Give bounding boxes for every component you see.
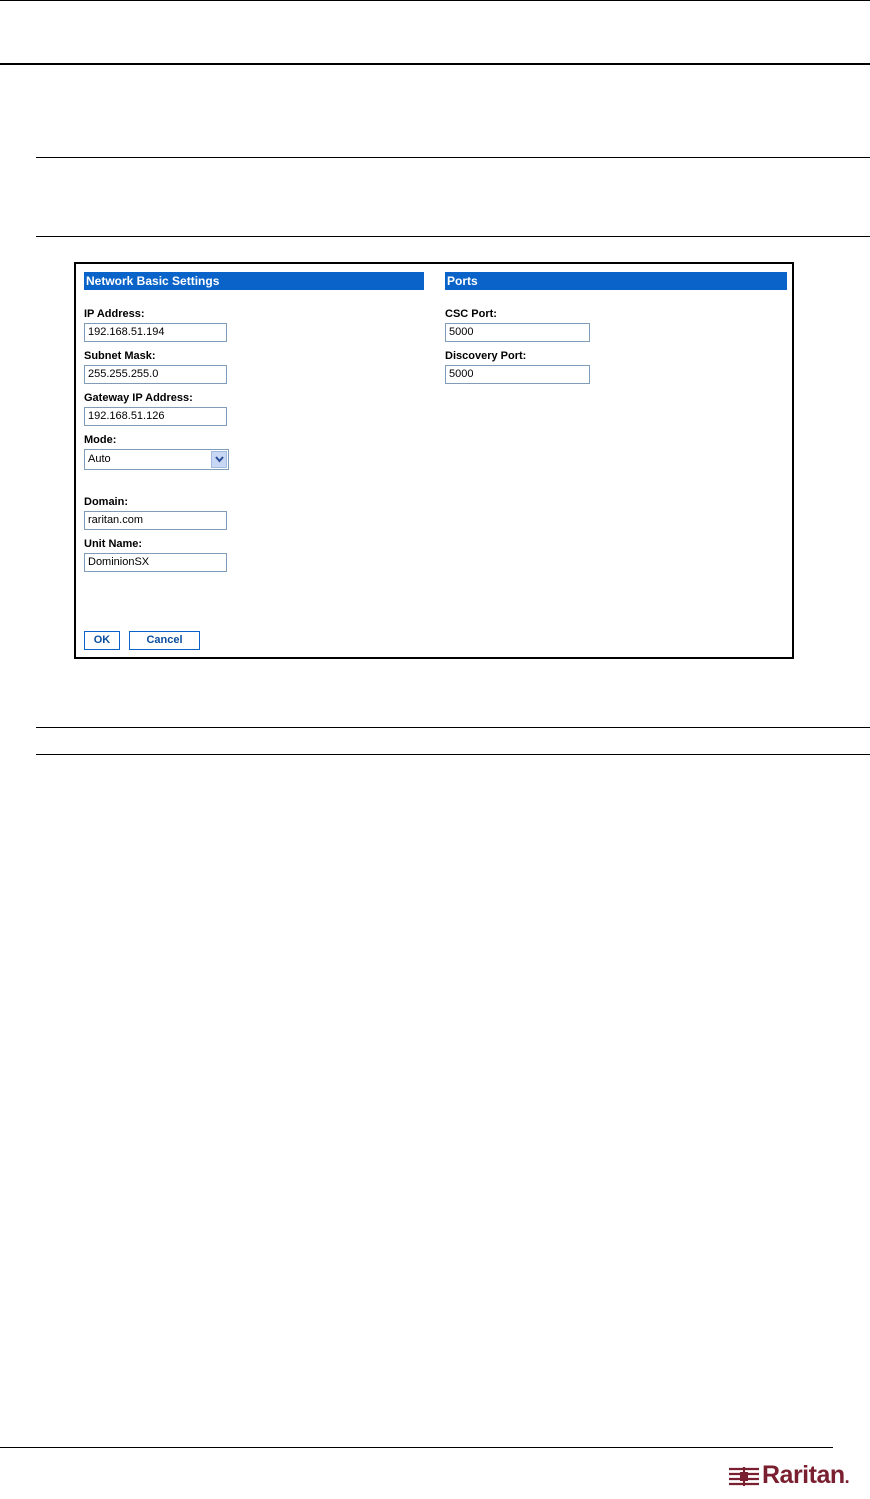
raritan-logo-text: Raritan. — [762, 1461, 850, 1489]
network-settings-panel — [74, 262, 794, 659]
mode-label: Mode: — [84, 434, 117, 446]
header-rule — [0, 63, 870, 65]
ok-button[interactable]: OK — [84, 631, 120, 650]
section-rule-2 — [36, 236, 870, 237]
ports-column — [445, 272, 787, 392]
gateway-ip-input[interactable]: 192.168.51.126 — [84, 407, 227, 426]
cancel-button[interactable]: Cancel — [129, 631, 200, 650]
network-basic-settings-header: Network Basic Settings — [84, 272, 424, 290]
network-basic-settings-column — [84, 272, 424, 652]
footer-rule — [0, 1447, 833, 1448]
ports-header: Ports — [445, 272, 787, 290]
unit-name-label: Unit Name: — [84, 538, 143, 550]
discovery-port-label: Discovery Port: — [445, 350, 527, 362]
gateway-ip-label: Gateway IP Address: — [84, 392, 193, 404]
chevron-down-icon[interactable] — [211, 451, 227, 468]
section-rule-3 — [36, 727, 870, 728]
subnet-mask-input[interactable]: 255.255.255.0 — [84, 365, 227, 384]
csc-port-label: CSC Port: — [445, 308, 497, 320]
unit-name-input[interactable]: DominionSX — [84, 553, 227, 572]
top-rule — [0, 0, 870, 1]
raritan-logo-icon — [728, 1466, 760, 1488]
section-rule-1 — [36, 157, 870, 158]
csc-port-input[interactable]: 5000 — [445, 323, 590, 342]
raritan-logo — [728, 1462, 862, 1492]
domain-input[interactable]: raritan.com — [84, 511, 227, 530]
domain-label: Domain: — [84, 496, 128, 508]
ip-address-label: IP Address: — [84, 308, 145, 320]
mode-select[interactable] — [84, 449, 229, 470]
mode-select-value: Auto — [88, 453, 111, 465]
subnet-mask-label: Subnet Mask: — [84, 350, 156, 362]
discovery-port-input[interactable]: 5000 — [445, 365, 590, 384]
ip-address-input[interactable]: 192.168.51.194 — [84, 323, 227, 342]
section-rule-4 — [36, 754, 870, 755]
